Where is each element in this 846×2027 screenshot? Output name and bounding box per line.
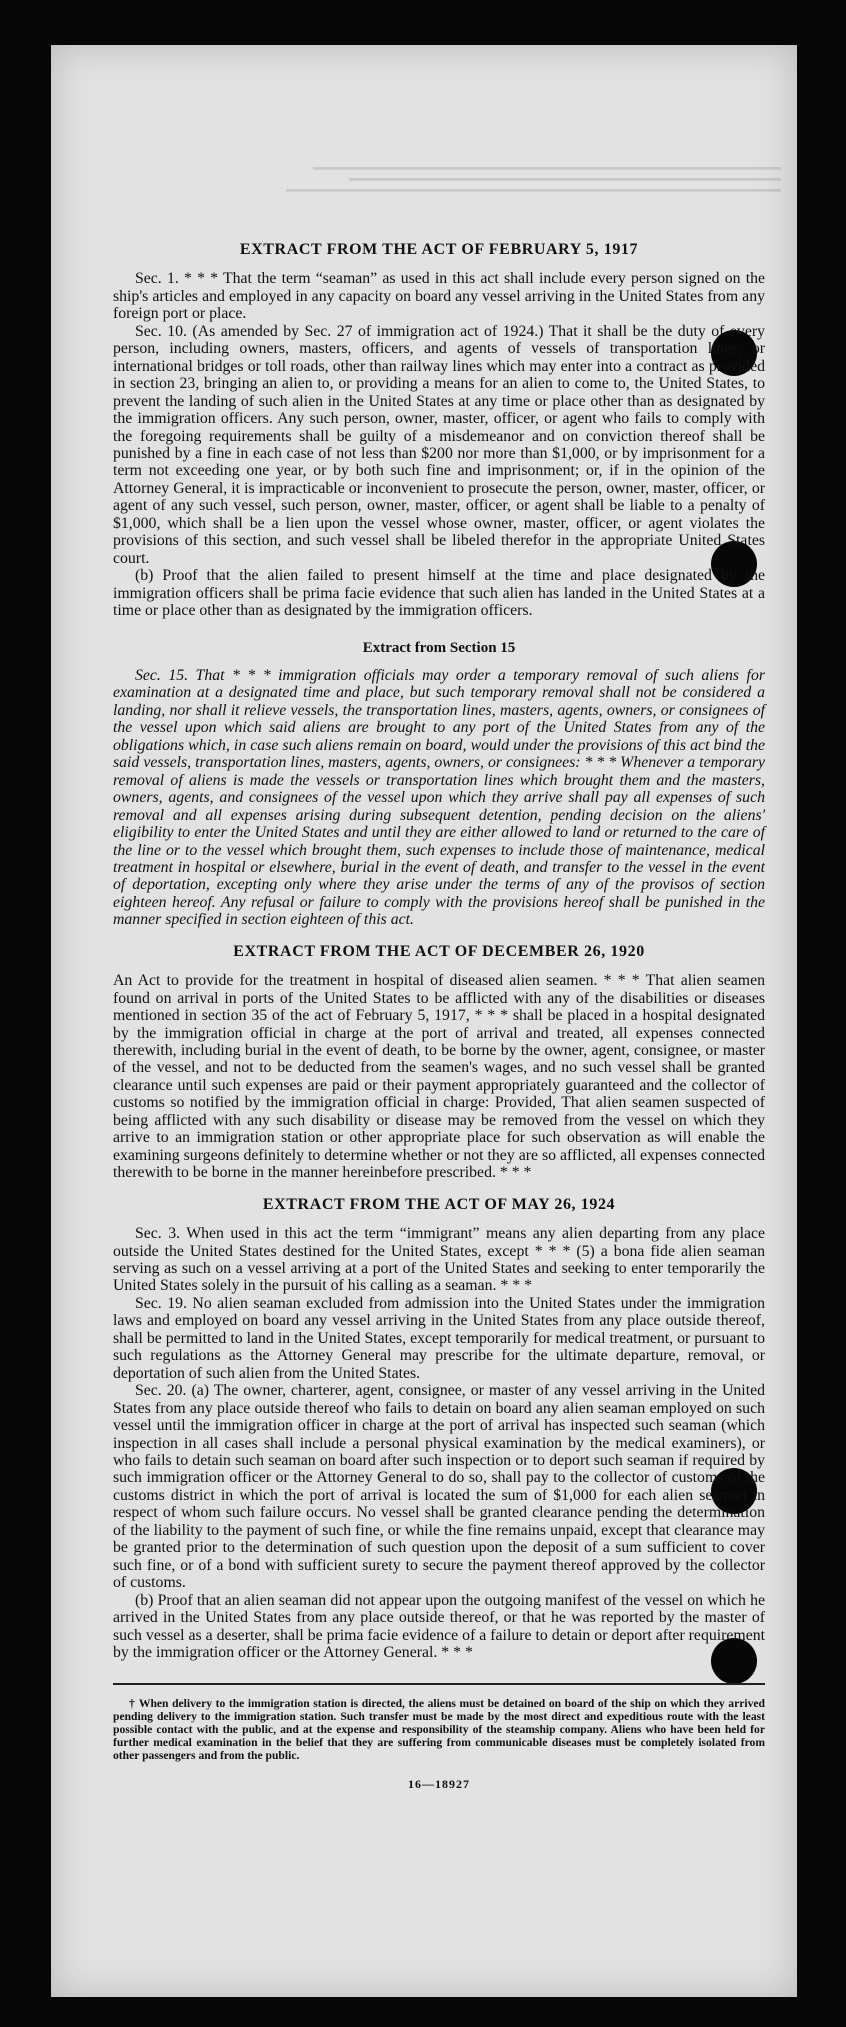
paragraph: An Act to provide for the treatment in hospital of diseased alien seamen. * * * That alien seamen found on arrival in ports of the United States to be afflicted with any of the disabilities or diseases mentioned in section 35 of the act of February 5, 1917, * * * shall be placed in a hospital designated by the immigration official in charge at the port of arrival and treated, all expenses connected therewith, including burial in the event of death, to be borne by the owner, agent, consignee, or master of the vessel, and not to be deducted from the seamen's wages, and no such vessel shall be granted clearance until such expenses are paid or their payment appropriately guaranteed and the collector of customs so notified by the immigration official in charge: Provided, That alien seamen suspected of being afflicted with any such disability or disease may be removed from the vessel on which they arrive to an immigration station or other appropriate place for such observation as will enable the examining surgeons definitely to determine whether or not they are so afflicted, all expenses connected therewith to be borne in the manner hereinbefore prescribed. * * * (113, 972, 765, 1182)
act-may-1924 (113, 1196, 765, 1662)
paragraph: Sec. 19. No alien seaman excluded from admission into the United States under the immigration laws and employed on board any vessel arriving in the United States from any place outside thereof, shall be permitted to land in the United States, except temporarily for medical treatment, or pursuant to such regulations as the Attorney General may prescribe for the ultimate departure, removal, or deportation of such alien from the United States. (113, 1294, 765, 1382)
bleed-through-text: ▬▬▬▬▬▬▬▬▬▬▬▬▬▬▬▬▬▬▬▬▬▬▬▬▬▬▬▬▬▬▬▬▬▬▬▬▬▬▬▬▬▬▬▬▬▬▬▬▬▬▬▬▬▬▬ ▬▬▬▬▬▬▬▬▬▬▬▬▬▬▬▬▬▬▬▬▬▬▬▬▬▬▬▬▬▬▬▬▬▬▬▬▬▬▬▬▬▬▬▬▬▬▬▬ ▬▬▬▬▬▬▬▬▬▬▬▬▬▬▬▬▬▬▬▬▬▬▬▬▬▬▬▬▬▬▬▬▬▬▬▬▬▬▬▬▬▬▬▬▬▬▬▬▬▬▬▬ (286, 165, 781, 197)
paragraph: (b) Proof that the alien failed to present himself at the time and place designated by the immigration officers shall be prima facie evidence that such alien has landed in the United States at a time or place other than as designated by the immigration officers. (113, 567, 765, 620)
document-page (51, 45, 797, 1997)
section-heading: Extract from Section 15 (362, 639, 516, 656)
paragraph: Sec. 20. (a) The owner, charterer, agent, consignee, or master of any vessel arriving in the United States from any place outside thereof who fails to detain on board any alien seaman employed on such vessel until the immigration officer in charge at the port of arrival has inspected such seaman (which inspection in all cases shall include a personal physical examination by the medical examiners), or who fails to detain such seaman on board after such inspection or to deport such seaman if required by such immigration officer or the Attorney General to do so, shall pay to the collector of customs of the customs district in which the port of arrival is located the sum of $1,000 for each alien seaman in respect of whom such failure occurs. No vessel shall be granted clearance pending the determination of the liability to the payment of such fine, or while the fine remains unpaid, except that clearance may be granted prior to the determination of such question upon the deposit of a sum sufficient to cover such fine, or of a bond with sufficient surety to secure the payment thereof approved by the collector of customs. (113, 1382, 765, 1592)
paragraph: Sec. 1. * * * That the term “seaman” as used in this act shall include every person signed on the ship's articles and employed in any capacity on board any vessel arriving in the United States from any foreign port or place. (113, 270, 765, 323)
section-heading: EXTRACT FROM THE ACT OF DECEMBER 26, 1920 (233, 942, 645, 960)
paragraph: (b) Proof that an alien seaman did not appear upon the outgoing manifest of the vessel on which he arrived in the United States from any place outside thereof, or that he was reported by the master of such vessel as a deserter, shall be prima facie evidence of a failure to detain or deport after requirement by the immigration officer or the Attorney General. * * * (113, 1591, 765, 1661)
act-dec-1920 (113, 943, 765, 1182)
section-15-extract (113, 640, 765, 929)
paragraph: Sec. 3. When used in this act the term “immigrant” means any alien departing from any place outside the United States destined for the United States, except * * * (5) a bona fide alien seaman serving as such on a vessel arriving at a port of the United States and seeking to enter temporarily the United States solely in the pursuit of his calling as a seaman. * * * (113, 1225, 765, 1295)
paragraph: Sec. 15. That * * * immigration officials may order a temporary removal of such aliens for examination at a designated time and place, but such temporary removal shall not be considered a landing, nor shall it relieve vessels, the transportation lines, masters, agents, owners, or consignees of the vessel upon which said aliens are brought to any port of the United States from any of the obligations which, in case such aliens remain on board, would under the provisions of this act bind the said vessels, transportation lines, masters, agents, owners, or consignees: * * * Whenever a temporary removal of aliens is made the vessels or transportation lines which brought them and the masters, owners, agents, and consignees of the vessel upon which they arrive shall pay all expenses of such removal and all expenses arising during subsequent detention, pending decision on the aliens' eligibility to enter the United States and until they are either allowed to land or returned to the care of the line or to the vessel which brought them, such expenses to include those of maintenance, medical treatment in hospital or elsewhere, burial in the event of death, and transfer to the vessel in the event of deportation, excepting only where they arise under the terms of any of the provisos of section eighteen hereof. Any refusal or failure to comply with the provisions hereof shall be punished in the manner specified in section eighteen of this act. (113, 666, 765, 929)
section-heading: EXTRACT FROM THE ACT OF FEBRUARY 5, 1917 (239, 241, 639, 258)
footnote: † When delivery to the immigration station is directed, the aliens must be detained on board of the ship on which they arrived pending delivery to the immigration station. Such transfer must be made by the most direct and expeditious route with the least possible contact with the public, and at the expense and responsibility of the steamship company. Aliens who have been held for further medical examination in the belief that they are suffering from communicable diseases must be completely isolated from other passengers and from the public. (113, 1697, 765, 1763)
form-number: 16—18927 (408, 1777, 470, 1792)
footnote-divider (113, 1683, 765, 1685)
document-body (113, 241, 765, 1794)
paragraph: Sec. 10. (As amended by Sec. 27 of immigration act of 1924.) That it shall be the duty of every person, including owners, masters, officers, and agents of vessels of transportation lines, or international bridges or toll roads, other than railway lines which may enter into a contract as provided in section 23, bringing an alien to, or providing a means for an alien to come to, the United States, to prevent the landing of such alien in the United States at any time or place other than as designated by the immigration officers. Any such person, owner, master, officer, or agent who fails to comply with the foregoing requirements shall be guilty of a misdemeanor and on conviction thereof shall be punished by a fine in each case of not less than $200 nor more than $1,000, or by imprisonment for a term not exceeding one year, or by both such fine and imprisonment; or, if in the opinion of the Attorney General, it is impracticable or inconvenient to prosecute the person, owner, master, officer, or agent of any such vessel, such person, owner, master, officer, or agent shall be liable to a penalty of $1,000, which shall be a lien upon the vessel whose owner, master, officer, or agent violates the provisions of this section, and such vessel shall be libeled therefor in the appropriate United States court. (113, 322, 765, 567)
section-heading: EXTRACT FROM THE ACT OF MAY 26, 1924 (262, 1195, 616, 1213)
act-feb-1917 (113, 241, 765, 620)
